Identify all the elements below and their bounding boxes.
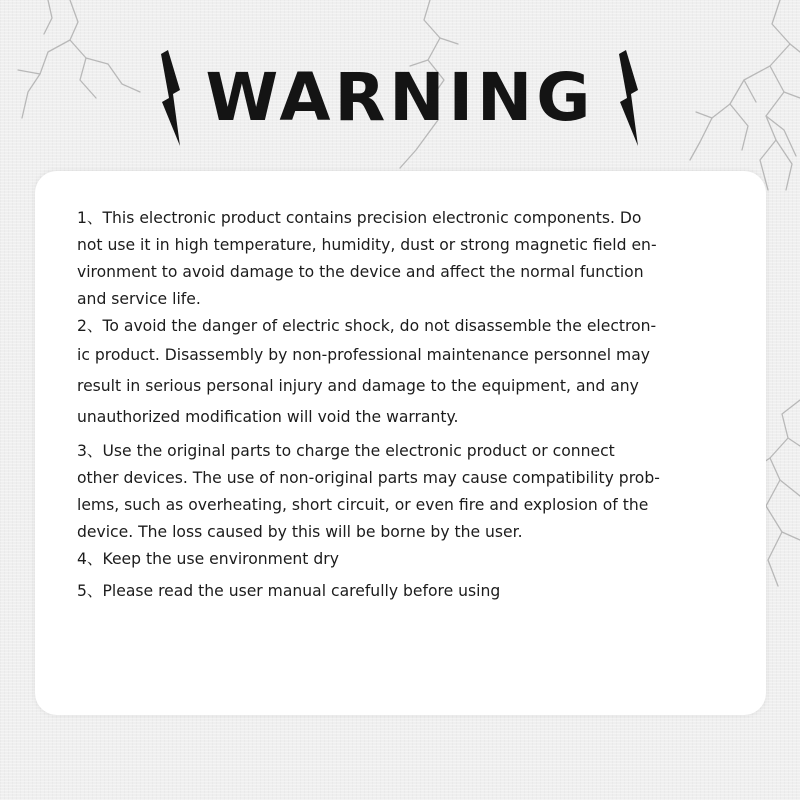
- item-number: 4、: [77, 550, 103, 568]
- item-text: result in serious personal injury and damage to the equipment, and any: [77, 377, 639, 395]
- item-text: not use it in high temperature, humidity, dust or strong magnetic field en-: [77, 236, 657, 254]
- item-text: other devices. The use of non-original parts may cause compatibility prob-: [77, 469, 660, 487]
- item-text: Please read the user manual carefully before using: [102, 582, 501, 600]
- list-item: [77, 438, 727, 546]
- item-text: device. The loss caused by this will be borne by the user.: [77, 523, 523, 541]
- item-text: To avoid the danger of electric shock, do not disassemble the electron-: [102, 317, 657, 335]
- warning-list: [77, 205, 727, 605]
- list-item: [77, 313, 727, 433]
- warning-header: [0, 48, 800, 148]
- item-text: ic product. Disassembly by non-professional maintenance personnel may: [77, 346, 650, 364]
- page-title: WARNING: [205, 59, 595, 136]
- lightning-bolt-icon: [616, 50, 642, 146]
- list-item: [77, 546, 727, 573]
- item-text: Keep the use environment dry: [102, 550, 339, 568]
- item-text: unauthorized modification will void the warranty.: [77, 408, 459, 426]
- list-item: [77, 205, 727, 313]
- item-text: and service life.: [77, 290, 201, 308]
- list-item: [77, 578, 727, 605]
- item-text: vironment to avoid damage to the device and affect the normal function: [77, 263, 644, 281]
- item-number: 5、: [77, 582, 103, 600]
- item-number: 3、: [77, 442, 103, 460]
- item-text: Use the original parts to charge the electronic product or connect: [102, 442, 615, 460]
- warning-card: [35, 171, 766, 715]
- item-number: 1、: [77, 209, 103, 227]
- item-text: This electronic product contains precision electronic components. Do: [102, 209, 642, 227]
- lightning-bolt-icon: [158, 50, 184, 146]
- item-text: lems, such as overheating, short circuit, or even fire and explosion of the: [77, 496, 649, 514]
- item-number: 2、: [77, 317, 103, 335]
